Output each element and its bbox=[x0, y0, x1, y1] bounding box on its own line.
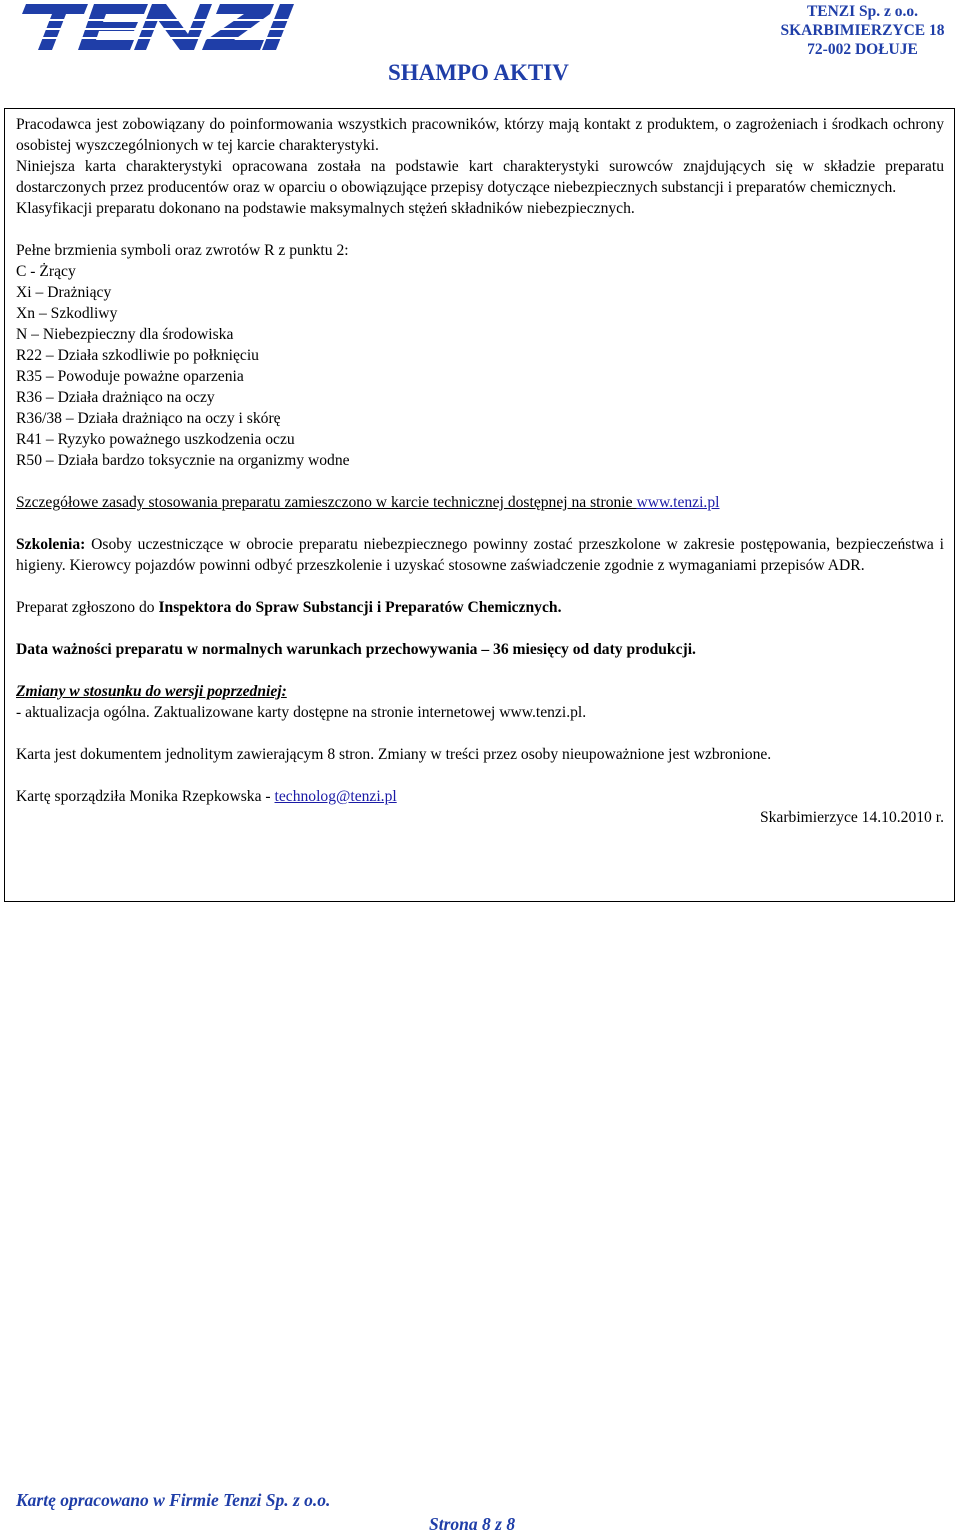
symbol-item: R41 – Ryzyko poważnego uszkodzenia oczu bbox=[16, 431, 295, 448]
symbol-item: Xn – Szkodliwy bbox=[16, 305, 118, 322]
employer-paragraph: Pracodawca jest zobowiązany do poinformowania wszystkich pracowników, którzy mają kontakt z produktem, o zagrożeniach i środkach ochrony osobistej wyszczególnionych w tej karcie charakterystyki. bbox=[16, 116, 944, 154]
validity-statement: Data ważności preparatu w normalnych warunkach przechowywania – 36 miesięcy od daty produkcji. bbox=[16, 641, 696, 658]
company-postal: 72-002 DOŁUJE bbox=[807, 41, 918, 58]
company-address bbox=[760, 2, 960, 59]
product-name: SHAMPO AKTIV bbox=[388, 60, 569, 85]
author-email-link[interactable]: technolog@tenzi.pl bbox=[274, 788, 397, 805]
details-note bbox=[16, 492, 944, 513]
symbol-item: R22 – Działa szkodliwie po połknięciu bbox=[16, 347, 259, 364]
training-label: Szkolenia: bbox=[16, 536, 86, 553]
changes-title: Zmiany w stosunku do wersji poprzedniej: bbox=[16, 683, 287, 700]
reported-prefix: Preparat zgłoszono do bbox=[16, 599, 159, 616]
symbol-item: C - Żrący bbox=[16, 263, 76, 280]
footer-prepared-by: Kartę opracowano w Firmie Tenzi Sp. z o.o. bbox=[16, 1490, 331, 1510]
reported-paragraph bbox=[16, 597, 944, 618]
training-text: Osoby uczestniczące w obrocie preparatu niebezpiecznego powinny zostać przeszkolone w zakresie postępowania, bezpieczeństwa i higieny. Kierowcy pojazdów powinni odbyć przeszkolenie i uzyskać stosowne zaświadczenie zgodnie z wymaganiami przepisów ADR. bbox=[16, 536, 944, 574]
symbol-item: Xi – Drażniący bbox=[16, 284, 112, 301]
tenzi-logo bbox=[12, 0, 312, 54]
symbol-item: R36/38 – Działa drażniąco na oczy i skórę bbox=[16, 410, 281, 427]
place-date: Skarbimierzyce 14.10.2010 r. bbox=[759, 809, 944, 826]
content-body bbox=[16, 114, 944, 828]
reported-authority: Inspektora do Spraw Substancji i Preparatów Chemicznych. bbox=[158, 599, 562, 616]
document-note: Karta jest dokumentem jednolitym zawierającym 8 stron. Zmiany w treści przez osoby nieupoważnione jest wzbronione. bbox=[16, 746, 772, 763]
footer-page-number: Strona 8 z 8 bbox=[429, 1514, 516, 1534]
symbol-item: R36 – Działa drażniąco na oczy bbox=[16, 389, 215, 406]
author-prefix: Kartę sporządziła Monika Rzepkowska - bbox=[16, 788, 275, 805]
symbol-item: R50 – Działa bardzo toksycznie na organizmy wodne bbox=[16, 452, 350, 469]
website-link[interactable]: www.tenzi.pl bbox=[636, 494, 720, 511]
symbol-item: R35 – Powoduje poważne oparzenia bbox=[16, 368, 244, 385]
changes-text: - aktualizacja ogólna. Zaktualizowane karty dostępne na stronie internetowej www.tenzi.pl. bbox=[16, 704, 587, 721]
training-paragraph bbox=[16, 534, 944, 576]
author-line bbox=[16, 786, 944, 807]
classification-paragraph: Klasyfikacji preparatu dokonano na podstawie maksymalnych stężeń składników niebezpiecznych. bbox=[16, 200, 635, 217]
company-street: SKARBIMIERZYCE 18 bbox=[780, 22, 945, 39]
basis-paragraph: Niniejsza karta charakterystyki opracowana została na podstawie kart charakterystyki surowców znajdujących się w składzie preparatu dostarczonych przez producentów oraz w oparciu o obowiązujące przepisy dotyczące niebezpiecznych substancji i preparatów chemicznych. bbox=[16, 158, 944, 196]
symbol-item: N – Niebezpieczny dla środowiska bbox=[16, 326, 234, 343]
symbols-title: Pełne brzmienia symboli oraz zwrotów R z punktu 2: bbox=[16, 242, 349, 259]
company-name: TENZI Sp. z o.o. bbox=[806, 3, 919, 20]
details-text: Szczegółowe zasady stosowania preparatu zamieszczono w karcie technicznej dostępnej na stronie bbox=[16, 494, 637, 511]
